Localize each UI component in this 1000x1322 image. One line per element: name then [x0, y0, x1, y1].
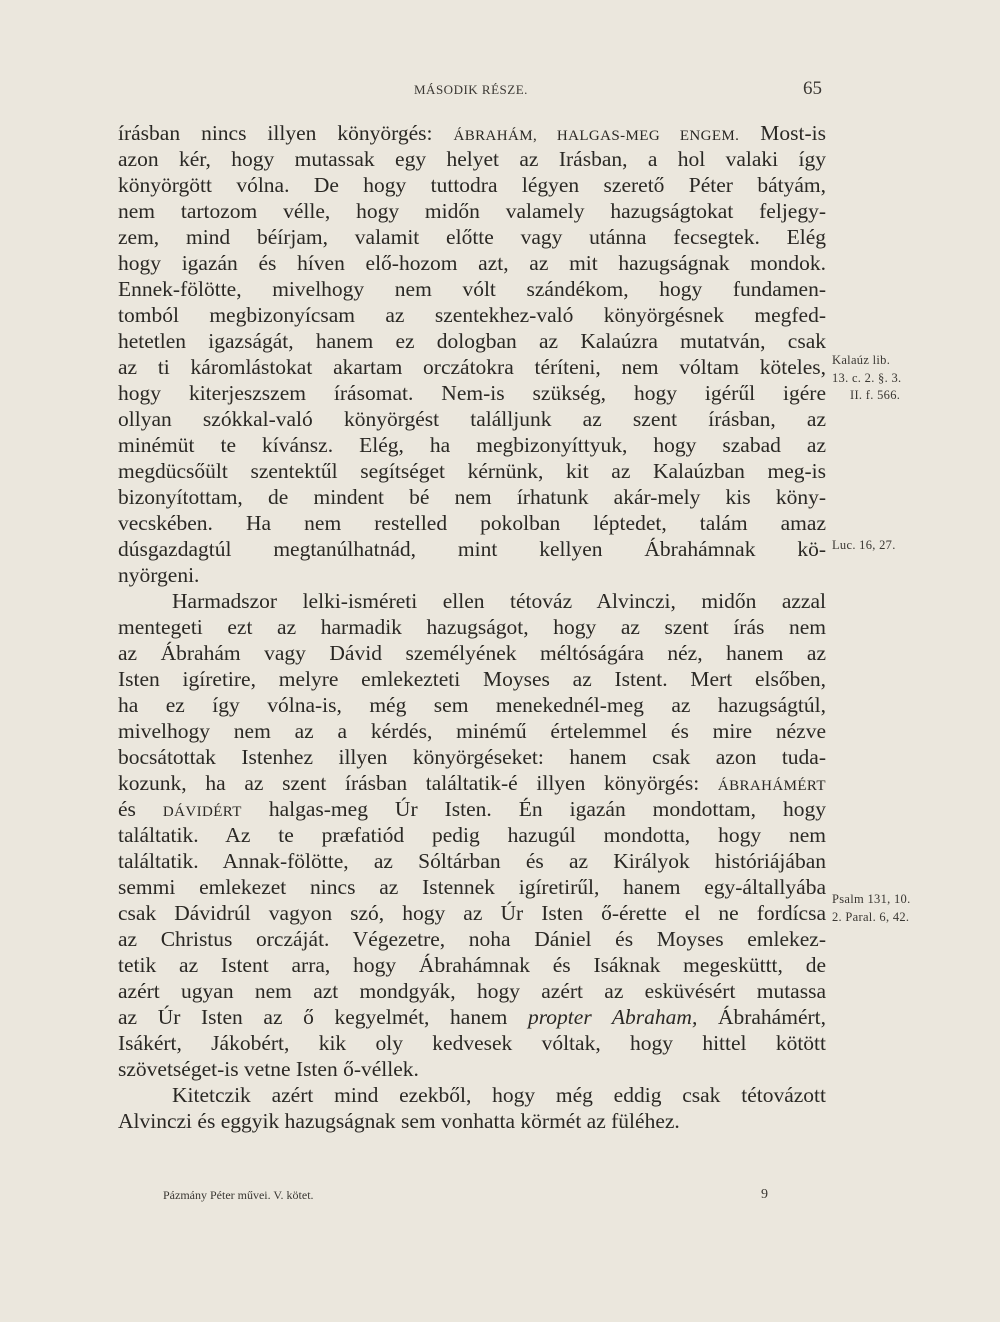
paragraph-start-line: Kitetczik azért mind ezekből, hogy még eddig csak tétovázott: [172, 1083, 826, 1107]
text-line: nem tartozom vélle, hogy midőn valamely hazugságtokat feljegy-: [118, 199, 826, 223]
text-line: mentegeti ezt az harmadik hazugságot, hogy az szent írás nem: [118, 615, 826, 639]
paragraph-start-line: Harmadszor lelki-isméreti ellen tétováz Alvinczi, midőn azzal: [172, 589, 826, 613]
margin-note: Luc. 16, 27.: [832, 538, 896, 552]
text-line: bizonyítottam, de mindent bé nem írhatunk akár-mely kis köny-: [118, 485, 826, 509]
text-line: tomból megbizonyícsam az szentekhez-való könyörgésnek megfed-: [118, 303, 826, 327]
text-line: és DÁVIDÉRT halgas-meg Úr Isten. Én igazán mondottam, hogy: [118, 797, 826, 821]
text-line: az Ábrahám vagy Dávid személyének méltóságára néz, hanem az: [118, 641, 826, 665]
text-line: Isákért, Jákobért, kik oly kedvesek vóltak, hogy hittel kötött: [118, 1031, 826, 1055]
text-line: megdücsőült szentektűl segítséget kérnünk, kit az Kalaúzban meg-is: [118, 459, 826, 483]
margin-note: Kalaúz lib.: [832, 353, 891, 367]
text-line: szövetséget-is vetne Isten ő-véllek.: [118, 1057, 419, 1081]
text-line: Alvinczi és eggyik hazugságnak sem vonhatta körmét az füléhez.: [118, 1109, 680, 1133]
text-line: hogy kiterjeszszem írásomat. Nem-is szükség, hogy igérűl igére: [118, 381, 826, 405]
text-line: ollyan szókkal-való könyörgést találljunk az szent írásban, az: [118, 407, 826, 431]
text-line: azért ugyan nem azt mondgyák, hogy azért az esküvésért mutassa: [118, 979, 826, 1003]
margin-note: 2. Paral. 6, 42.: [832, 910, 910, 924]
text-line: minémüt te kívánsz. Elég, ha megbizonyíttyuk, hogy szabad az: [118, 433, 826, 457]
running-title: MÁSODIK RÉSZE.: [414, 82, 528, 97]
text-line: Ennek-fölötte, mivelhogy nem vólt szándékom, hogy fundamen-: [118, 277, 826, 301]
text-line: az ti káromlástokat akartam orczátokra téríteni, nem vóltam köteles,: [118, 355, 826, 379]
text-line: dúsgazdagtúl megtanúlhatnád, mint kellyen Ábrahámnak kö-: [118, 537, 826, 561]
margin-note: 13. c. 2. §. 3.: [832, 371, 902, 385]
text-line: hogy igazán és híven elő-hozom azt, az mit hazugságnak mondok.: [118, 251, 826, 275]
text-line: mivelhogy nem az a kérdés, minémű értelemmel és mire nézve: [118, 719, 826, 743]
small-caps-phrase: ÁBRAHÁM, HALGAS-MEG ENGEM.: [453, 128, 740, 144]
signature-line: Pázmány Péter művei. V. kötet.: [163, 1188, 314, 1202]
text-line: csak Dávidrúl vagyon szó, hogy az Úr Isten ő-érette el ne fordícsa: [118, 901, 826, 925]
small-caps-phrase: ÁBRAHÁMÉRT: [717, 778, 826, 794]
margin-note: Psalm 131, 10.: [832, 892, 911, 906]
text-line: ha ez így vólna-is, még sem menekednél-meg az hazugságtúl,: [118, 693, 826, 717]
italic-phrase: propter Abraham,: [527, 1005, 698, 1029]
running-head: [0, 78, 1000, 102]
text-line: kozunk, ha az szent írásban találtatik-é illyen könyörgés: ÁBRAHÁMÉRT: [118, 771, 826, 795]
small-caps-phrase: DÁVIDÉRT: [162, 804, 242, 820]
text-line: hetetlen igazságát, hanem ez dologban az Kalaúzra mutatván, csak: [118, 329, 826, 353]
text-line: nyörgeni.: [118, 563, 200, 587]
sheet-number: 9: [761, 1187, 768, 1202]
text-line: azon kér, hogy mutassak egy helyet az Irásban, a hol valaki így: [118, 147, 826, 171]
text-line: találtatik. Az te præfatiód pedig hazugúl mondotta, hogy nem: [118, 823, 826, 847]
text-line: találtatik. Annak-fölötte, az Sóltárban és az Királyok históriájában: [118, 849, 826, 873]
page-number: 65: [803, 78, 822, 99]
margin-note: II. f. 566.: [850, 388, 901, 402]
text-line: vecskében. Ha nem restelled pokolban léptedet, talám amaz: [118, 511, 826, 535]
text-line: zem, mind béírjam, valamit előtte vagy utánna fecsegtek. Elég: [118, 225, 826, 249]
text-line: az Úr Isten az ő kegyelmét, hanem propter Abraham, Ábrahámért,: [118, 1005, 826, 1029]
text-line: az Christus orczáját. Végezetre, noha Dániel és Moyses emlekez-: [118, 927, 826, 951]
page-footer: [0, 1186, 1000, 1210]
text-line: tetik az Istent arra, hogy Ábrahámnak és Isáknak megesküttt, de: [118, 953, 826, 977]
text-line: bocsátottak Istenhez illyen könyörgéseket: hanem csak azon tuda-: [118, 745, 826, 769]
text-line: semmi emlekezet nincs az Istennek igíretirűl, hanem egy-általlyába: [118, 875, 826, 899]
text-line: írásban nincs illyen könyörgés: ÁBRAHÁM, HALGAS-MEG ENGEM. Most-is: [118, 121, 826, 145]
text-line: könyörgött vólna. De hogy tuttodra légyen szerető Péter bátyám,: [118, 173, 826, 197]
text-line: Isten igíretire, melyre emlekezteti Moyses az Istent. Mert elsőben,: [118, 667, 826, 691]
